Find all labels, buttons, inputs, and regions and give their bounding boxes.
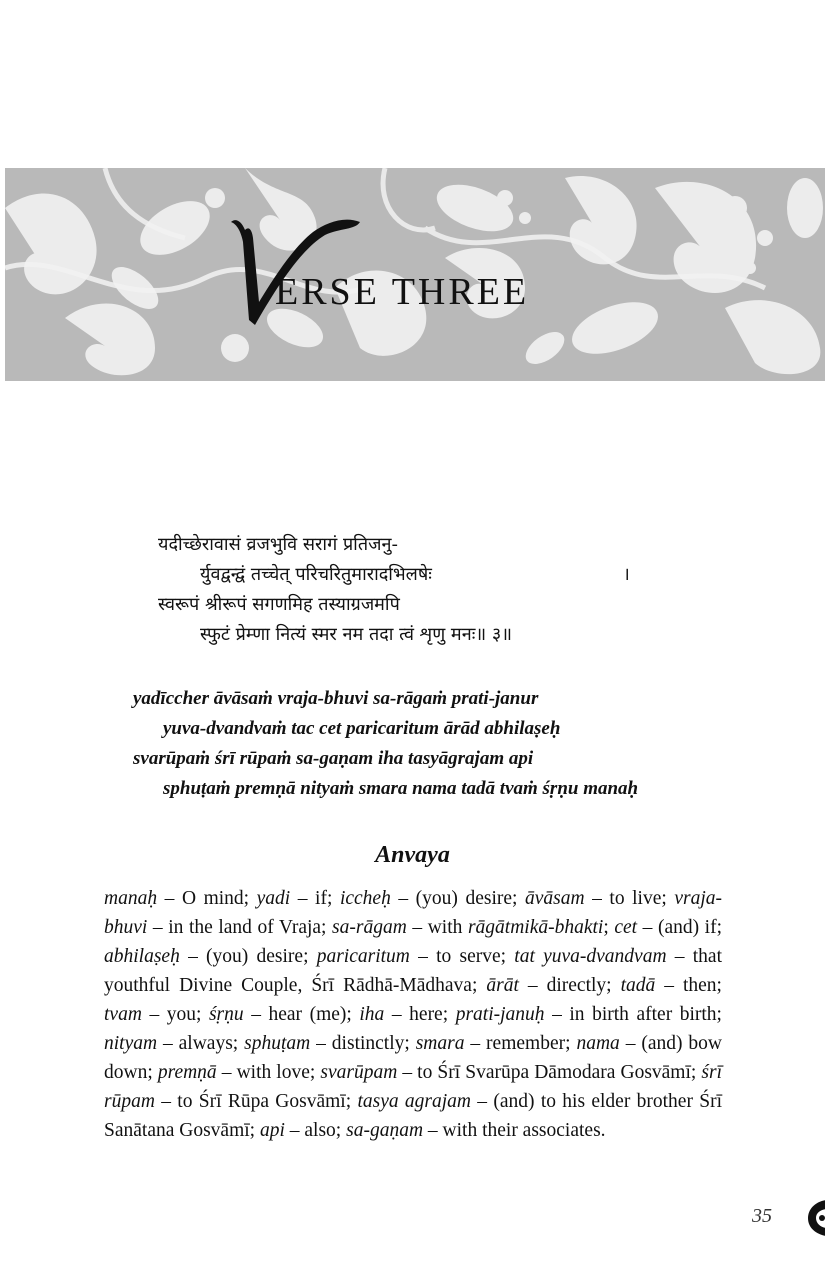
anvaya-word: prati-januḥ — [455, 1004, 545, 1025]
anvaya-gloss: – in birth after birth; — [544, 1004, 722, 1025]
anvaya-word: manaḥ — [104, 888, 158, 909]
anvaya-word: tasya agrajam — [357, 1091, 471, 1112]
translit-line-3: svarūpaṁ śrī rūpaṁ sa-gaṇam iha tasyāgrajam api — [133, 748, 534, 769]
anvaya-word: rāgātmikā-bhakti — [467, 917, 604, 938]
anvaya-gloss: – O mind; — [157, 888, 257, 909]
sanskrit-danda: । — [623, 564, 630, 585]
sanskrit-line-4: स्फुटं प्रेम्णा नित्यं स्मर नम तदा त्वं शृणु मनः॥ ३॥ — [200, 624, 512, 645]
anvaya-word: api — [259, 1120, 285, 1141]
translit-line-4: sphuṭaṁ premṇā nityaṁ smara nama tadā tvaṁ śṛṇu manaḥ — [163, 778, 639, 799]
anvaya-gloss: – in the land of Vraja; — [147, 917, 333, 938]
translit-line-2: yuva-dvandvaṁ tac cet paricaritum ārād abhilaṣeḥ — [163, 718, 561, 739]
anvaya-word: premṇā — [157, 1062, 217, 1083]
anvaya-word: nityam — [104, 1033, 158, 1054]
anvaya-gloss: – also; — [284, 1120, 347, 1141]
anvaya-gloss: – (you) desire; — [390, 888, 525, 909]
anvaya-gloss: ; — [603, 917, 615, 938]
anvaya-word: yadi — [256, 888, 291, 909]
page-number: 35 — [752, 1205, 772, 1227]
anvaya-word: āvāsam — [525, 888, 585, 909]
anvaya-gloss: – that youthful Divine Couple, Śrī Rādhā-Mādhava; — [104, 946, 722, 996]
anvaya-gloss: – if; — [290, 888, 340, 909]
anvaya-gloss: – (and) if; — [637, 917, 722, 938]
transliteration-verse — [133, 684, 753, 804]
anvaya-word: śṛṇu — [208, 1004, 244, 1025]
chapter-title — [205, 205, 645, 345]
anvaya-gloss: – distinctly; — [310, 1033, 416, 1054]
anvaya-gloss: – here; — [384, 1004, 456, 1025]
anvaya-word: nama — [576, 1033, 620, 1054]
anvaya-gloss: – you; — [141, 1004, 209, 1025]
anvaya-gloss: – to serve; — [409, 946, 515, 967]
anvaya-gloss: – then; — [655, 975, 722, 996]
sanskrit-line-1: यदीच्छेरावासं व्रजभुवि सरागं प्रतिजनु- — [158, 534, 398, 555]
anvaya-gloss: – hear (me); — [243, 1004, 360, 1025]
title-text: ERSE THREE — [275, 271, 530, 313]
anvaya-word: smara — [415, 1033, 465, 1054]
sanskrit-line-2: र्युवद्वन्द्वं तच्चेत् परिचरितुमारादभिलषेः — [200, 564, 432, 585]
anvaya-word: paricaritum — [316, 946, 410, 967]
anvaya-word: cet — [614, 917, 638, 938]
translit-line-1: yadīccher āvāsaṁ vraja-bhuvi sa-rāgaṁ prati-janur — [133, 688, 539, 709]
anvaya-word: sa-rāgam — [332, 917, 407, 938]
anvaya-word: svarūpam — [320, 1062, 398, 1083]
anvaya-word: vraja-bhuvi — [104, 888, 723, 938]
anvaya-word: tadā — [620, 975, 656, 996]
anvaya-gloss: – (and) bow down; — [104, 1033, 722, 1083]
anvaya-heading: Anvaya — [375, 842, 450, 868]
anvaya-word: iccheḥ — [339, 888, 391, 909]
anvaya-word: sa-gaṇam — [346, 1120, 424, 1141]
anvaya-word: abhilaṣeḥ — [104, 946, 180, 967]
anvaya-word: tvam — [104, 1004, 142, 1025]
anvaya-word: iha — [359, 1004, 385, 1025]
corner-ornament-icon — [806, 1198, 825, 1238]
anvaya-gloss: – directly; — [518, 975, 621, 996]
anvaya-word: tat yuva-dvandvam — [514, 946, 667, 967]
anvaya-gloss: – to live; — [584, 888, 675, 909]
anvaya-word: ārāt — [486, 975, 519, 996]
anvaya-gloss: – to Śrī Svarūpa Dāmodara Gosvāmī; — [397, 1062, 702, 1083]
anvaya-gloss: – remember; — [464, 1033, 577, 1054]
anvaya-gloss: – always; — [157, 1033, 245, 1054]
anvaya-gloss: – with their associates. — [423, 1120, 606, 1141]
anvaya-gloss: – with — [406, 917, 468, 938]
sanskrit-verse — [158, 530, 718, 650]
anvaya-gloss: – to Śrī Rūpa Gosvāmī; — [154, 1091, 358, 1112]
anvaya-gloss: – with love; — [216, 1062, 321, 1083]
anvaya-paragraph — [104, 884, 722, 1145]
sanskrit-line-3: स्वरूपं श्रीरूपं सगणमिह तस्याग्रजमपि — [158, 594, 400, 615]
anvaya-word: śrī rūpam — [104, 1062, 722, 1112]
anvaya-gloss: – (and) to his elder brother Śrī Sanātana Gosvāmī; — [104, 1091, 723, 1141]
anvaya-word: sphuṭam — [244, 1033, 311, 1054]
anvaya-gloss: – (you) desire; — [179, 946, 317, 967]
